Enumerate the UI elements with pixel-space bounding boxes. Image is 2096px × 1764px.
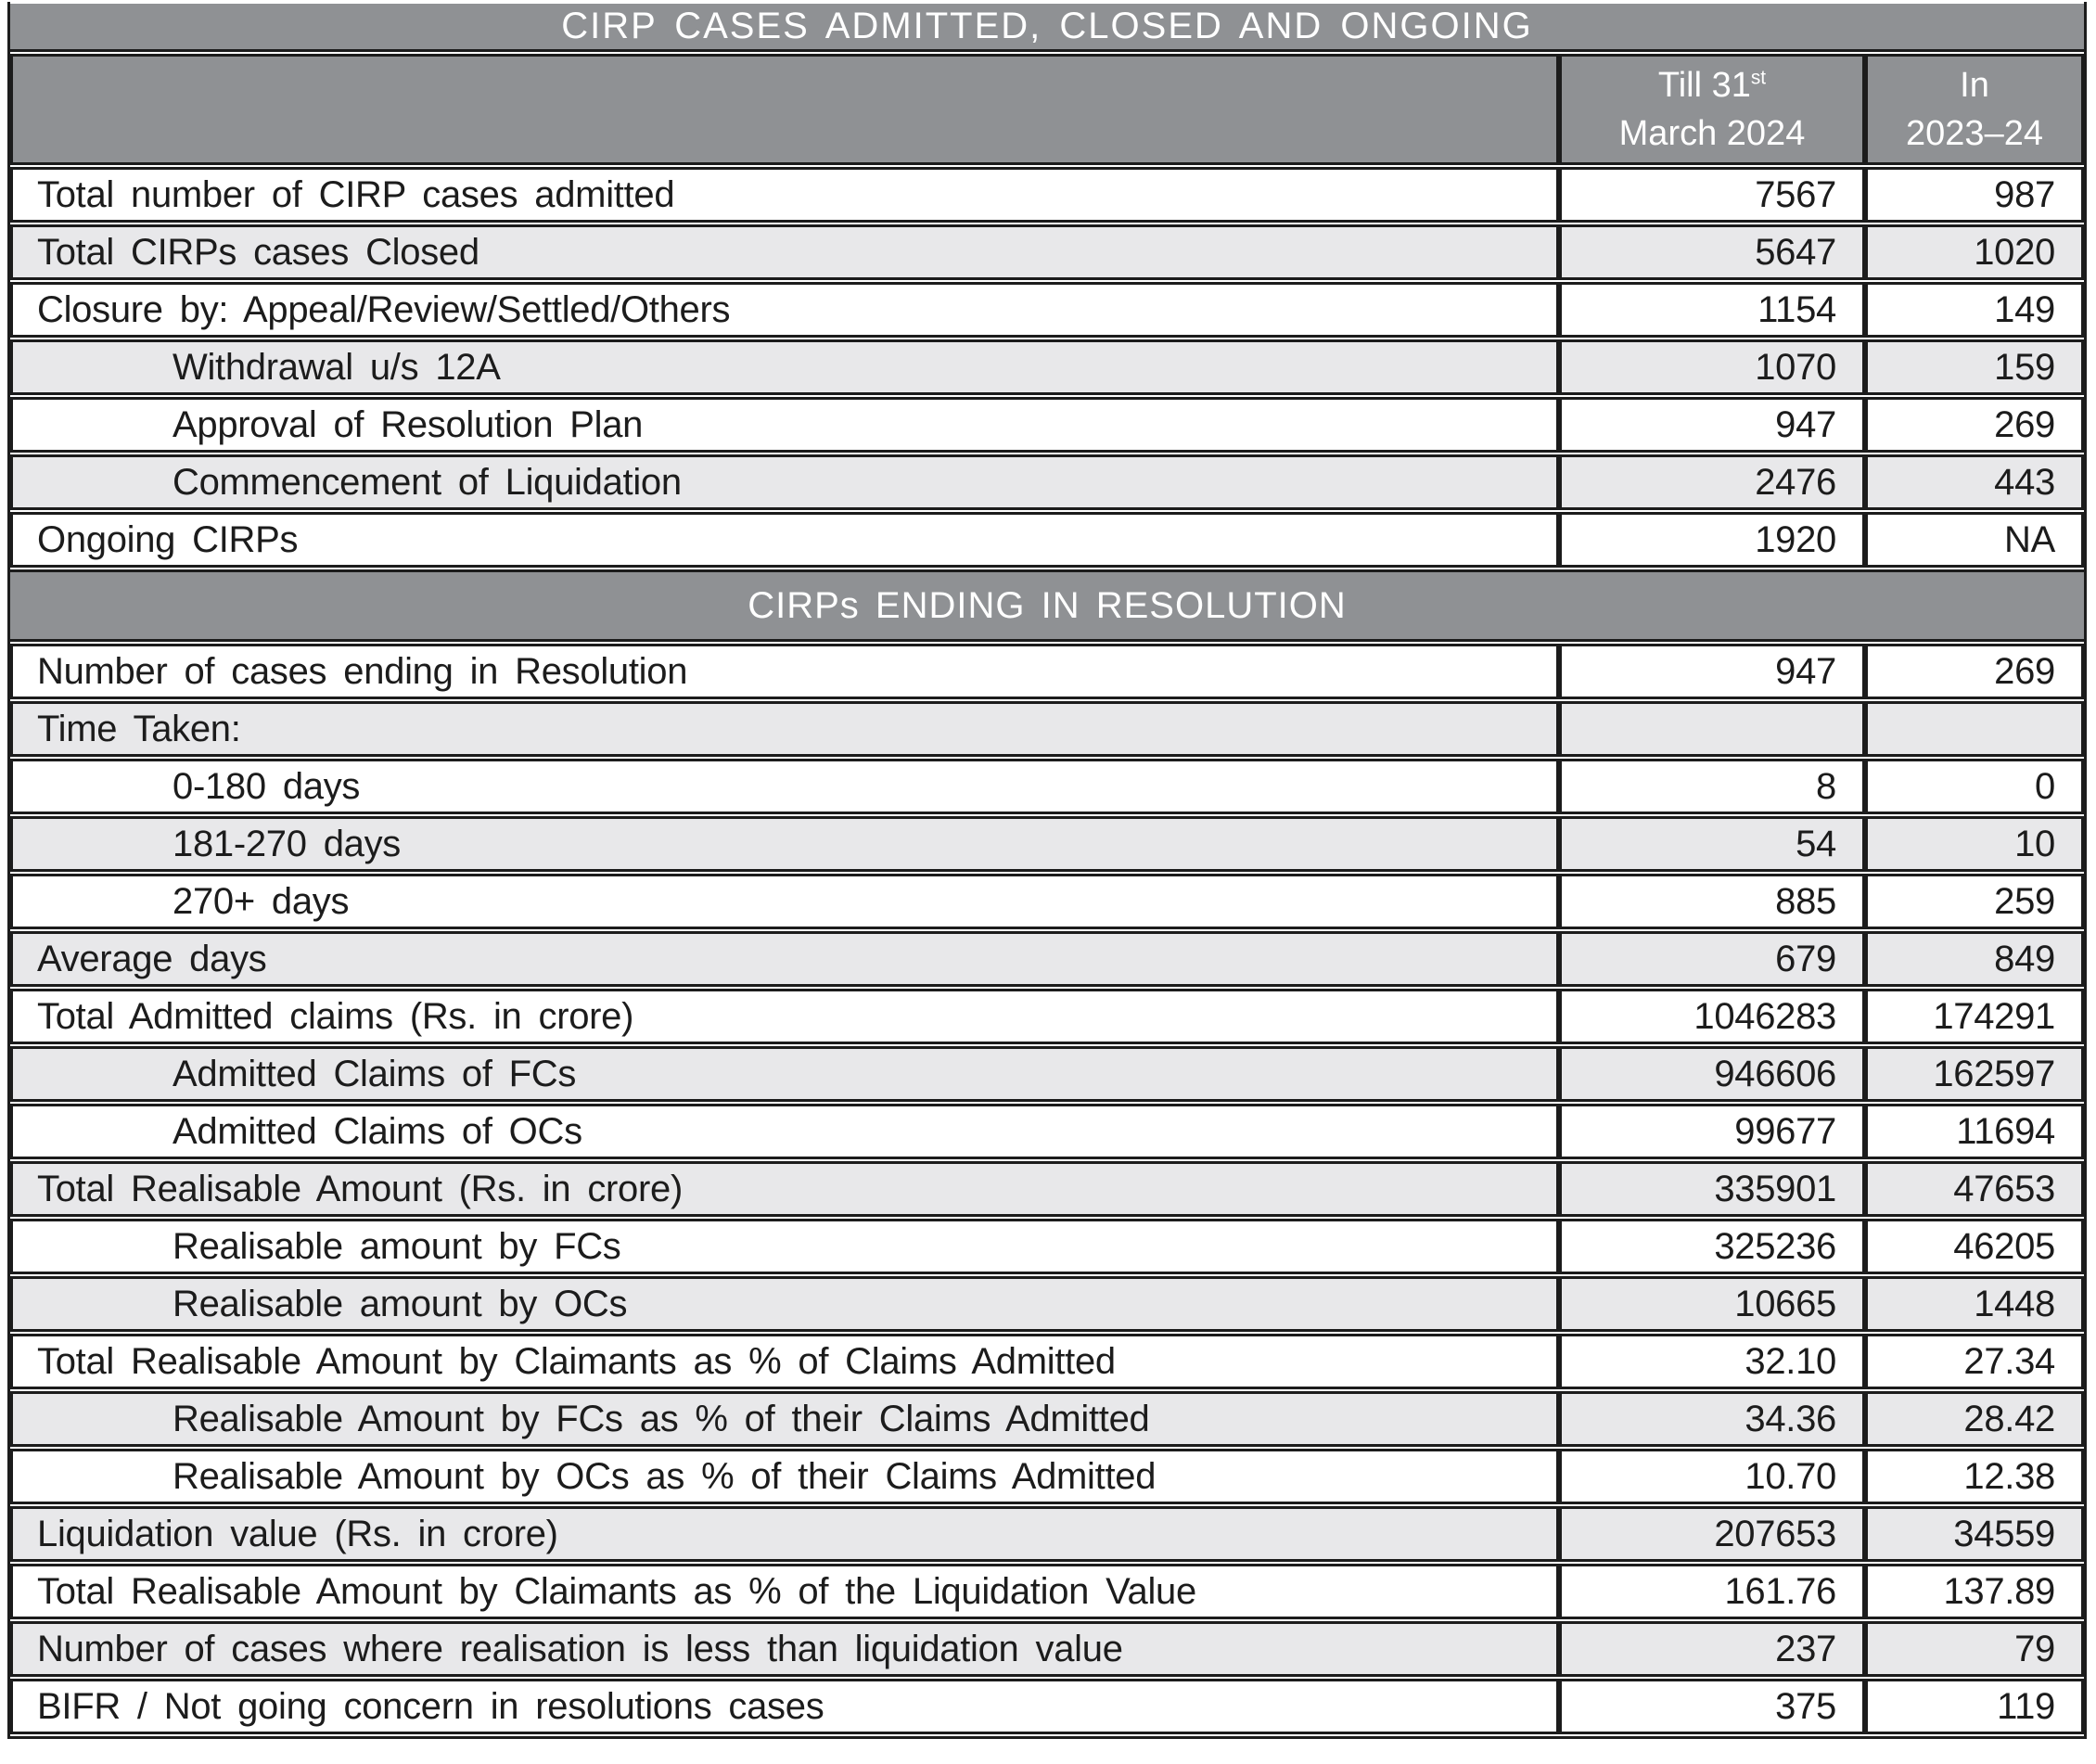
value-in-2023-24: 34559 <box>1865 1506 2084 1562</box>
table-body <box>10 4 2084 1734</box>
table-row <box>10 1276 2084 1332</box>
column-header-row <box>10 54 2084 165</box>
value-till-31-march-2024 <box>1559 701 1865 757</box>
row-label: Realisable Amount by FCs as % of their Claims Admitted <box>10 1391 1559 1447</box>
row-label: Total Admitted claims (Rs. in crore) <box>10 989 1559 1044</box>
row-label: Total Realisable Amount by Claimants as % of the Liquidation Value <box>10 1564 1559 1619</box>
table-row <box>10 874 2084 929</box>
table-row <box>10 1449 2084 1504</box>
title-row <box>10 4 2084 52</box>
table-row <box>10 1046 2084 1102</box>
table-row <box>10 1679 2084 1734</box>
value-in-2023-24: 27.34 <box>1865 1334 2084 1389</box>
table-row <box>10 167 2084 223</box>
value-in-2023-24: 159 <box>1865 339 2084 395</box>
value-till-31-march-2024: 207653 <box>1559 1506 1865 1562</box>
row-label: Liquidation value (Rs. in crore) <box>10 1506 1559 1562</box>
superscript-st: st <box>1750 66 1767 88</box>
table-row <box>10 282 2084 338</box>
value-in-2023-24 <box>1865 701 2084 757</box>
value-till-31-march-2024: 947 <box>1559 397 1865 453</box>
row-label: Realisable amount by FCs <box>10 1219 1559 1274</box>
value-in-2023-24: 12.38 <box>1865 1449 2084 1504</box>
table-row <box>10 1506 2084 1562</box>
table-row <box>10 1564 2084 1619</box>
value-in-2023-24: 10 <box>1865 816 2084 872</box>
table-row <box>10 816 2084 872</box>
row-label: 0-180 days <box>10 759 1559 814</box>
table-row <box>10 931 2084 987</box>
value-till-31-march-2024: 32.10 <box>1559 1334 1865 1389</box>
header-in-2023-24 <box>1865 54 2084 165</box>
value-till-31-march-2024: 885 <box>1559 874 1865 929</box>
value-till-31-march-2024: 325236 <box>1559 1219 1865 1274</box>
value-till-31-march-2024: 1070 <box>1559 339 1865 395</box>
value-in-2023-24: 149 <box>1865 282 2084 338</box>
section-band-row <box>10 569 2084 642</box>
value-in-2023-24: 28.42 <box>1865 1391 2084 1447</box>
row-label: Realisable amount by OCs <box>10 1276 1559 1332</box>
value-till-31-march-2024: 237 <box>1559 1621 1865 1677</box>
row-label: Total number of CIRP cases admitted <box>10 167 1559 223</box>
value-till-31-march-2024: 679 <box>1559 931 1865 987</box>
table-row <box>10 644 2084 699</box>
table-row <box>10 1621 2084 1677</box>
row-label: Closure by: Appeal/Review/Settled/Others <box>10 282 1559 338</box>
value-in-2023-24: 269 <box>1865 644 2084 699</box>
value-in-2023-24: 259 <box>1865 874 2084 929</box>
value-in-2023-24: 46205 <box>1865 1219 2084 1274</box>
value-in-2023-24: 174291 <box>1865 989 2084 1044</box>
row-label: Total Realisable Amount by Claimants as % of Claims Admitted <box>10 1334 1559 1389</box>
value-in-2023-24: 119 <box>1865 1679 2084 1734</box>
value-in-2023-24: 162597 <box>1865 1046 2084 1102</box>
value-in-2023-24: 269 <box>1865 397 2084 453</box>
header-line-2: March 2024 <box>1618 114 1806 153</box>
table-row <box>10 1104 2084 1159</box>
value-till-31-march-2024: 2476 <box>1559 454 1865 510</box>
row-label: Ongoing CIRPs <box>10 512 1559 568</box>
row-label: 270+ days <box>10 874 1559 929</box>
table-row <box>10 759 2084 814</box>
table-title: CIRP CASES ADMITTED, CLOSED AND ONGOING <box>10 4 2084 52</box>
row-label: Number of cases where realisation is less than liquidation value <box>10 1621 1559 1677</box>
row-label: Approval of Resolution Plan <box>10 397 1559 453</box>
header-till-31-march-2024 <box>1559 54 1865 165</box>
value-in-2023-24: 849 <box>1865 931 2084 987</box>
value-till-31-march-2024: 947 <box>1559 644 1865 699</box>
value-till-31-march-2024: 335901 <box>1559 1161 1865 1217</box>
cirp-status-table <box>7 2 2087 1739</box>
value-till-31-march-2024: 946606 <box>1559 1046 1865 1102</box>
value-in-2023-24: 11694 <box>1865 1104 2084 1159</box>
row-label: Average days <box>10 931 1559 987</box>
row-label: Withdrawal u/s 12A <box>10 339 1559 395</box>
table-row <box>10 512 2084 568</box>
table-row <box>10 989 2084 1044</box>
row-label: Total Realisable Amount (Rs. in crore) <box>10 1161 1559 1217</box>
table-row <box>10 701 2084 757</box>
value-in-2023-24: 1448 <box>1865 1276 2084 1332</box>
value-till-31-march-2024: 34.36 <box>1559 1391 1865 1447</box>
header-empty-cell <box>10 54 1559 165</box>
table-row <box>10 339 2084 395</box>
value-in-2023-24: 987 <box>1865 167 2084 223</box>
value-till-31-march-2024: 99677 <box>1559 1104 1865 1159</box>
value-in-2023-24: 47653 <box>1865 1161 2084 1217</box>
value-till-31-march-2024: 54 <box>1559 816 1865 872</box>
value-till-31-march-2024: 161.76 <box>1559 1564 1865 1619</box>
table-row <box>10 397 2084 453</box>
row-label: Number of cases ending in Resolution <box>10 644 1559 699</box>
value-in-2023-24: 0 <box>1865 759 2084 814</box>
header-line-2: 2023–24 <box>1906 114 2043 153</box>
value-in-2023-24: 1020 <box>1865 224 2084 280</box>
table-row <box>10 1334 2084 1389</box>
value-in-2023-24: 137.89 <box>1865 1564 2084 1619</box>
value-till-31-march-2024: 10.70 <box>1559 1449 1865 1504</box>
value-in-2023-24: NA <box>1865 512 2084 568</box>
table-row <box>10 1391 2084 1447</box>
value-till-31-march-2024: 1154 <box>1559 282 1865 338</box>
value-till-31-march-2024: 5647 <box>1559 224 1865 280</box>
row-label: Admitted Claims of FCs <box>10 1046 1559 1102</box>
row-label: Commencement of Liquidation <box>10 454 1559 510</box>
row-label: Admitted Claims of OCs <box>10 1104 1559 1159</box>
table-row <box>10 1161 2084 1217</box>
value-till-31-march-2024: 1046283 <box>1559 989 1865 1044</box>
table-row <box>10 224 2084 280</box>
row-label: Realisable Amount by OCs as % of their Claims Admitted <box>10 1449 1559 1504</box>
row-label: Total CIRPs cases Closed <box>10 224 1559 280</box>
value-in-2023-24: 79 <box>1865 1621 2084 1677</box>
header-line-1: Till 31st <box>1657 65 1767 105</box>
row-label: Time Taken: <box>10 701 1559 757</box>
value-till-31-march-2024: 7567 <box>1559 167 1865 223</box>
header-line-1: In <box>1960 65 1989 105</box>
row-label: 181-270 days <box>10 816 1559 872</box>
value-till-31-march-2024: 10665 <box>1559 1276 1865 1332</box>
value-in-2023-24: 443 <box>1865 454 2084 510</box>
table-row <box>10 1219 2084 1274</box>
section-title: CIRPs ENDING IN RESOLUTION <box>10 569 2084 642</box>
row-label: BIFR / Not going concern in resolutions cases <box>10 1679 1559 1734</box>
value-till-31-march-2024: 1920 <box>1559 512 1865 568</box>
table-row <box>10 454 2084 510</box>
value-till-31-march-2024: 375 <box>1559 1679 1865 1734</box>
value-till-31-march-2024: 8 <box>1559 759 1865 814</box>
